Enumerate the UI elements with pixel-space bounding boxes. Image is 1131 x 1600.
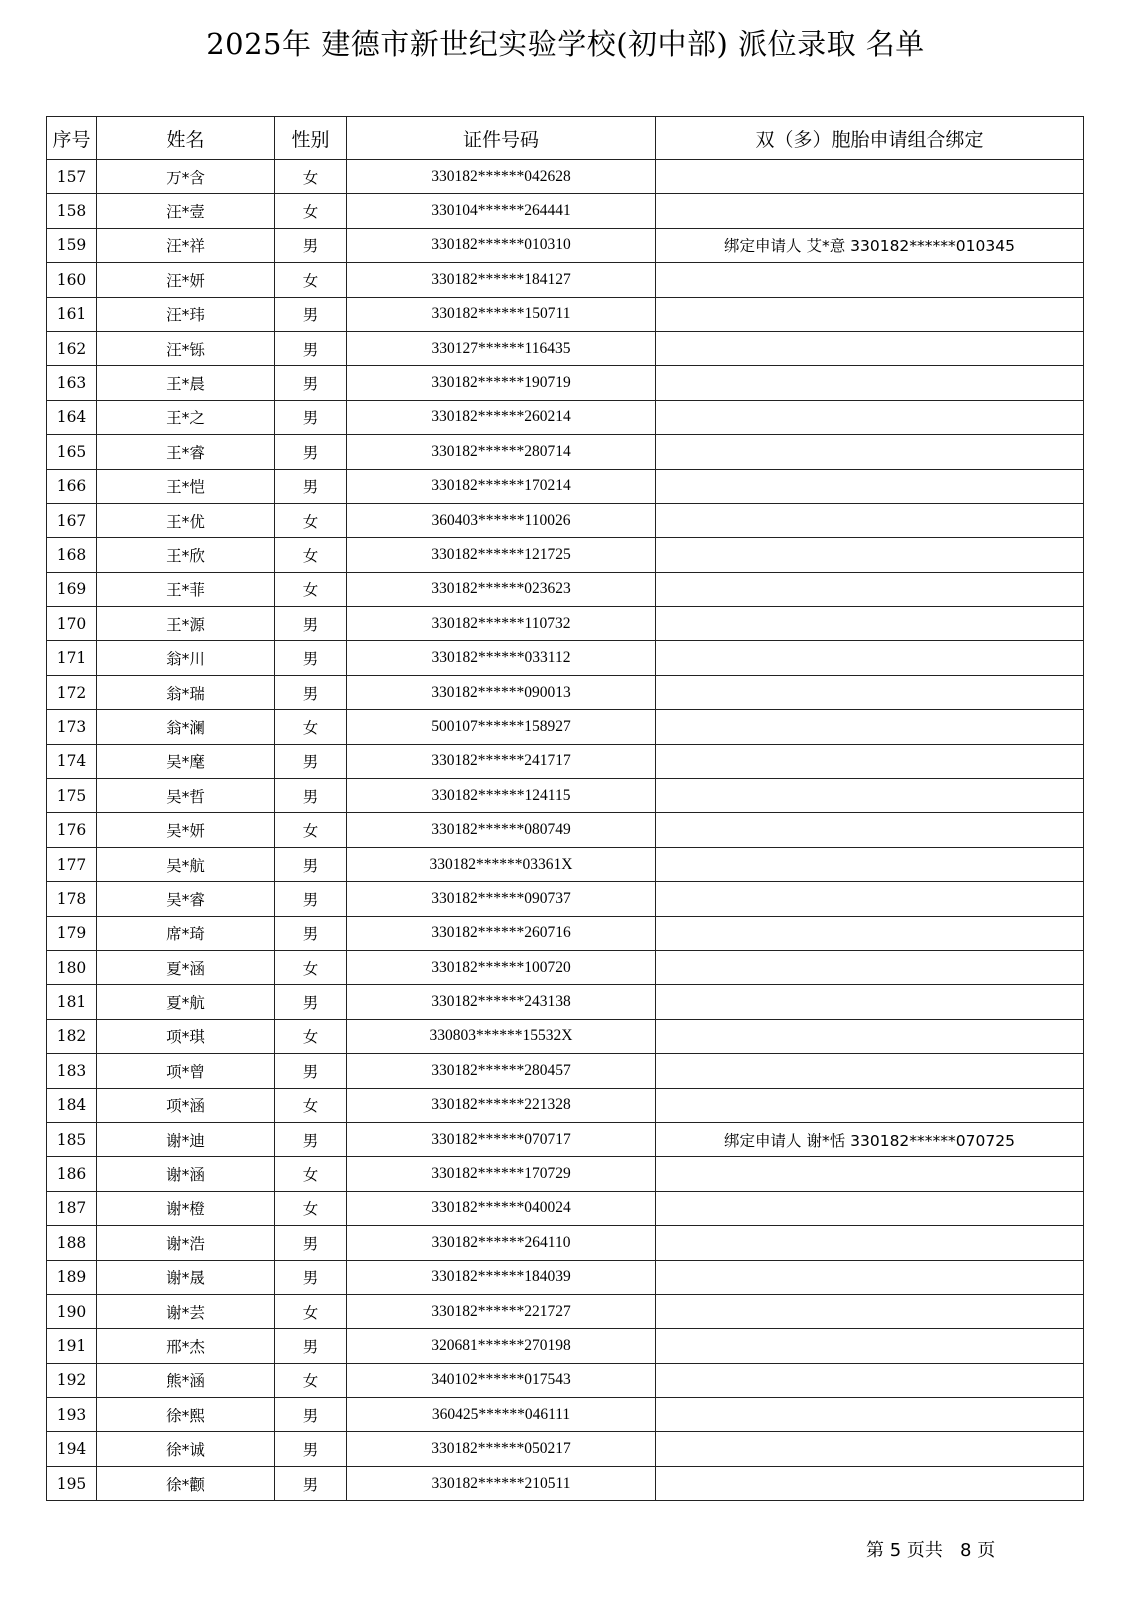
cell-binding xyxy=(656,916,1084,950)
cell-name: 汪*玮 xyxy=(97,297,275,331)
cell-gender: 男 xyxy=(275,675,347,709)
table-row xyxy=(47,607,1084,641)
cell-name: 翁*川 xyxy=(97,641,275,675)
cell-no: 161 xyxy=(47,297,97,331)
cell-id-number: 360403******110026 xyxy=(347,503,656,537)
cell-no: 195 xyxy=(47,1466,97,1500)
cell-name: 王*优 xyxy=(97,503,275,537)
cell-name: 王*睿 xyxy=(97,435,275,469)
cell-binding xyxy=(656,1432,1084,1466)
table-body xyxy=(47,160,1084,1501)
cell-no: 184 xyxy=(47,1088,97,1122)
cell-binding: 绑定申请人 谢*恬 330182******070725 xyxy=(656,1122,1084,1156)
cell-binding xyxy=(656,779,1084,813)
cell-name: 谢*浩 xyxy=(97,1226,275,1260)
cell-id-number: 330182******184127 xyxy=(347,263,656,297)
cell-id-number: 330182******040024 xyxy=(347,1191,656,1225)
table-row xyxy=(47,572,1084,606)
cell-binding xyxy=(656,1191,1084,1225)
cell-gender: 女 xyxy=(275,1157,347,1191)
table-row xyxy=(47,366,1084,400)
table-row xyxy=(47,503,1084,537)
cell-binding xyxy=(656,1157,1084,1191)
cell-id-number: 330182******260716 xyxy=(347,916,656,950)
cell-id-number: 330104******264441 xyxy=(347,194,656,228)
cell-id-number: 330182******241717 xyxy=(347,744,656,778)
cell-binding xyxy=(656,1363,1084,1397)
cell-gender: 女 xyxy=(275,710,347,744)
table-row xyxy=(47,641,1084,675)
cell-no: 187 xyxy=(47,1191,97,1225)
cell-binding xyxy=(656,572,1084,606)
cell-id-number: 330182******184039 xyxy=(347,1260,656,1294)
table-row xyxy=(47,1398,1084,1432)
table-header-row xyxy=(47,117,1084,160)
table-row xyxy=(47,1363,1084,1397)
cell-name: 徐*熙 xyxy=(97,1398,275,1432)
cell-id-number: 330182******243138 xyxy=(347,985,656,1019)
cell-binding xyxy=(656,503,1084,537)
table-row xyxy=(47,882,1084,916)
cell-gender: 男 xyxy=(275,400,347,434)
table-row xyxy=(47,985,1084,1019)
cell-name: 谢*橙 xyxy=(97,1191,275,1225)
cell-no: 157 xyxy=(47,160,97,194)
cell-binding xyxy=(656,1329,1084,1363)
cell-binding xyxy=(656,1294,1084,1328)
cell-gender: 男 xyxy=(275,1466,347,1500)
cell-gender: 男 xyxy=(275,366,347,400)
table-row xyxy=(47,779,1084,813)
cell-binding xyxy=(656,813,1084,847)
table-row xyxy=(47,847,1084,881)
cell-no: 174 xyxy=(47,744,97,778)
cell-binding xyxy=(656,950,1084,984)
cell-no: 169 xyxy=(47,572,97,606)
table-row xyxy=(47,1054,1084,1088)
cell-gender: 女 xyxy=(275,1019,347,1053)
cell-no: 189 xyxy=(47,1260,97,1294)
cell-no: 167 xyxy=(47,503,97,537)
cell-id-number: 330182******280714 xyxy=(347,435,656,469)
table-row xyxy=(47,1329,1084,1363)
cell-binding xyxy=(656,331,1084,365)
cell-name: 吴*麾 xyxy=(97,744,275,778)
cell-gender: 女 xyxy=(275,813,347,847)
cell-no: 188 xyxy=(47,1226,97,1260)
cell-name: 夏*航 xyxy=(97,985,275,1019)
cell-binding xyxy=(656,847,1084,881)
cell-no: 193 xyxy=(47,1398,97,1432)
header-no: 序号 xyxy=(47,117,97,160)
cell-id-number: 330182******260214 xyxy=(347,400,656,434)
cell-gender: 女 xyxy=(275,1191,347,1225)
cell-name: 王*欣 xyxy=(97,538,275,572)
table-row xyxy=(47,263,1084,297)
cell-no: 173 xyxy=(47,710,97,744)
cell-no: 171 xyxy=(47,641,97,675)
cell-name: 翁*瑞 xyxy=(97,675,275,709)
cell-gender: 男 xyxy=(275,1260,347,1294)
cell-binding xyxy=(656,675,1084,709)
cell-id-number: 330182******090013 xyxy=(347,675,656,709)
cell-gender: 女 xyxy=(275,1363,347,1397)
cell-no: 179 xyxy=(47,916,97,950)
cell-gender: 男 xyxy=(275,469,347,503)
cell-name: 谢*晟 xyxy=(97,1260,275,1294)
cell-id-number: 330182******010310 xyxy=(347,228,656,262)
cell-name: 王*之 xyxy=(97,400,275,434)
cell-gender: 男 xyxy=(275,607,347,641)
cell-gender: 男 xyxy=(275,744,347,778)
cell-binding xyxy=(656,297,1084,331)
cell-no: 190 xyxy=(47,1294,97,1328)
cell-no: 160 xyxy=(47,263,97,297)
cell-id-number: 330182******121725 xyxy=(347,538,656,572)
cell-gender: 男 xyxy=(275,331,347,365)
cell-id-number: 360425******046111 xyxy=(347,1398,656,1432)
cell-name: 王*晨 xyxy=(97,366,275,400)
table-row xyxy=(47,1019,1084,1053)
cell-name: 汪*祥 xyxy=(97,228,275,262)
cell-binding xyxy=(656,710,1084,744)
cell-gender: 女 xyxy=(275,950,347,984)
cell-no: 168 xyxy=(47,538,97,572)
cell-gender: 男 xyxy=(275,882,347,916)
cell-binding xyxy=(656,538,1084,572)
cell-gender: 女 xyxy=(275,1294,347,1328)
cell-gender: 男 xyxy=(275,228,347,262)
table-row xyxy=(47,675,1084,709)
cell-name: 项*琪 xyxy=(97,1019,275,1053)
cell-gender: 女 xyxy=(275,538,347,572)
cell-id-number: 330182******023623 xyxy=(347,572,656,606)
table-row xyxy=(47,1294,1084,1328)
table-row xyxy=(47,297,1084,331)
page-title: 2025年 建德市新世纪实验学校(初中部) 派位录取 名单 xyxy=(206,27,925,61)
cell-id-number: 330182******080749 xyxy=(347,813,656,847)
admission-table xyxy=(46,116,1084,1501)
header-binding: 双（多）胞胎申请组合绑定 xyxy=(656,117,1084,160)
table-row xyxy=(47,1226,1084,1260)
cell-id-number: 500107******158927 xyxy=(347,710,656,744)
cell-no: 163 xyxy=(47,366,97,400)
page-footer: 第 5 页共 8 页 xyxy=(866,1540,996,1561)
cell-name: 王*菲 xyxy=(97,572,275,606)
table-row xyxy=(47,1122,1084,1156)
cell-gender: 女 xyxy=(275,503,347,537)
cell-name: 谢*迪 xyxy=(97,1122,275,1156)
cell-name: 王*恺 xyxy=(97,469,275,503)
cell-no: 158 xyxy=(47,194,97,228)
table-row xyxy=(47,469,1084,503)
cell-no: 192 xyxy=(47,1363,97,1397)
cell-name: 吴*哲 xyxy=(97,779,275,813)
cell-name: 徐*颧 xyxy=(97,1466,275,1500)
cell-id-number: 330182******110732 xyxy=(347,607,656,641)
cell-name: 邢*杰 xyxy=(97,1329,275,1363)
cell-name: 汪*铄 xyxy=(97,331,275,365)
cell-id-number: 330182******090737 xyxy=(347,882,656,916)
cell-binding xyxy=(656,1088,1084,1122)
cell-no: 162 xyxy=(47,331,97,365)
cell-name: 夏*涵 xyxy=(97,950,275,984)
cell-id-number: 330182******042628 xyxy=(347,160,656,194)
table-row xyxy=(47,331,1084,365)
cell-name: 吴*妍 xyxy=(97,813,275,847)
table-row xyxy=(47,1432,1084,1466)
table-row xyxy=(47,813,1084,847)
table-row xyxy=(47,160,1084,194)
cell-no: 170 xyxy=(47,607,97,641)
cell-no: 176 xyxy=(47,813,97,847)
table-row xyxy=(47,194,1084,228)
cell-id-number: 330127******116435 xyxy=(347,331,656,365)
cell-binding xyxy=(656,1466,1084,1500)
cell-no: 175 xyxy=(47,779,97,813)
cell-no: 185 xyxy=(47,1122,97,1156)
cell-name: 吴*航 xyxy=(97,847,275,881)
cell-name: 谢*芸 xyxy=(97,1294,275,1328)
cell-gender: 男 xyxy=(275,297,347,331)
cell-gender: 女 xyxy=(275,160,347,194)
cell-gender: 男 xyxy=(275,1398,347,1432)
cell-gender: 男 xyxy=(275,1122,347,1156)
cell-no: 178 xyxy=(47,882,97,916)
table-row xyxy=(47,1157,1084,1191)
cell-no: 191 xyxy=(47,1329,97,1363)
cell-gender: 男 xyxy=(275,916,347,950)
cell-binding xyxy=(656,1054,1084,1088)
cell-binding xyxy=(656,469,1084,503)
cell-binding xyxy=(656,607,1084,641)
cell-no: 194 xyxy=(47,1432,97,1466)
table-row xyxy=(47,1466,1084,1500)
header-name: 姓名 xyxy=(97,117,275,160)
cell-no: 177 xyxy=(47,847,97,881)
table-row xyxy=(47,916,1084,950)
cell-id-number: 330182******170214 xyxy=(347,469,656,503)
cell-id-number: 330182******100720 xyxy=(347,950,656,984)
cell-id-number: 330182******170729 xyxy=(347,1157,656,1191)
cell-gender: 女 xyxy=(275,572,347,606)
cell-binding xyxy=(656,1398,1084,1432)
cell-gender: 男 xyxy=(275,1054,347,1088)
cell-gender: 男 xyxy=(275,641,347,675)
cell-gender: 男 xyxy=(275,1329,347,1363)
cell-id-number: 330182******070717 xyxy=(347,1122,656,1156)
cell-no: 159 xyxy=(47,228,97,262)
cell-id-number: 330182******150711 xyxy=(347,297,656,331)
cell-name: 吴*睿 xyxy=(97,882,275,916)
cell-binding xyxy=(656,641,1084,675)
cell-id-number: 330803******15532X xyxy=(347,1019,656,1053)
cell-name: 万*含 xyxy=(97,160,275,194)
cell-gender: 女 xyxy=(275,1088,347,1122)
cell-binding xyxy=(656,1226,1084,1260)
cell-no: 180 xyxy=(47,950,97,984)
cell-id-number: 330182******210511 xyxy=(347,1466,656,1500)
cell-gender: 男 xyxy=(275,847,347,881)
table-row xyxy=(47,435,1084,469)
cell-gender: 男 xyxy=(275,1226,347,1260)
cell-no: 181 xyxy=(47,985,97,1019)
table-row xyxy=(47,228,1084,262)
cell-gender: 男 xyxy=(275,435,347,469)
cell-binding: 绑定申请人 艾*意 330182******010345 xyxy=(656,228,1084,262)
cell-id-number: 330182******280457 xyxy=(347,1054,656,1088)
header-id: 证件号码 xyxy=(347,117,656,160)
cell-binding xyxy=(656,1260,1084,1294)
cell-binding xyxy=(656,263,1084,297)
cell-no: 164 xyxy=(47,400,97,434)
cell-no: 186 xyxy=(47,1157,97,1191)
cell-gender: 女 xyxy=(275,263,347,297)
table-row xyxy=(47,744,1084,778)
cell-binding xyxy=(656,435,1084,469)
cell-name: 翁*澜 xyxy=(97,710,275,744)
cell-gender: 男 xyxy=(275,1432,347,1466)
table-row xyxy=(47,1088,1084,1122)
cell-binding xyxy=(656,194,1084,228)
cell-id-number: 330182******050217 xyxy=(347,1432,656,1466)
table-row xyxy=(47,400,1084,434)
cell-binding xyxy=(656,1019,1084,1053)
cell-no: 166 xyxy=(47,469,97,503)
cell-name: 徐*诚 xyxy=(97,1432,275,1466)
table-row xyxy=(47,538,1084,572)
cell-name: 汪*壹 xyxy=(97,194,275,228)
cell-id-number: 330182******221328 xyxy=(347,1088,656,1122)
cell-name: 汪*妍 xyxy=(97,263,275,297)
cell-id-number: 340102******017543 xyxy=(347,1363,656,1397)
cell-binding xyxy=(656,985,1084,1019)
cell-binding xyxy=(656,744,1084,778)
cell-name: 谢*涵 xyxy=(97,1157,275,1191)
cell-binding xyxy=(656,400,1084,434)
table-row xyxy=(47,710,1084,744)
cell-id-number: 330182******03361X xyxy=(347,847,656,881)
table-row xyxy=(47,950,1084,984)
cell-binding xyxy=(656,366,1084,400)
cell-binding xyxy=(656,160,1084,194)
cell-gender: 男 xyxy=(275,779,347,813)
table-row xyxy=(47,1260,1084,1294)
cell-gender: 女 xyxy=(275,194,347,228)
cell-name: 项*涵 xyxy=(97,1088,275,1122)
cell-no: 182 xyxy=(47,1019,97,1053)
cell-id-number: 320681******270198 xyxy=(347,1329,656,1363)
cell-name: 熊*涵 xyxy=(97,1363,275,1397)
cell-name: 项*曾 xyxy=(97,1054,275,1088)
cell-name: 王*源 xyxy=(97,607,275,641)
cell-id-number: 330182******221727 xyxy=(347,1294,656,1328)
cell-gender: 男 xyxy=(275,985,347,1019)
cell-name: 席*琦 xyxy=(97,916,275,950)
cell-binding xyxy=(656,882,1084,916)
cell-id-number: 330182******033112 xyxy=(347,641,656,675)
header-gender: 性别 xyxy=(275,117,347,160)
cell-id-number: 330182******264110 xyxy=(347,1226,656,1260)
cell-id-number: 330182******190719 xyxy=(347,366,656,400)
cell-no: 165 xyxy=(47,435,97,469)
table-row xyxy=(47,1191,1084,1225)
cell-no: 172 xyxy=(47,675,97,709)
cell-id-number: 330182******124115 xyxy=(347,779,656,813)
cell-no: 183 xyxy=(47,1054,97,1088)
